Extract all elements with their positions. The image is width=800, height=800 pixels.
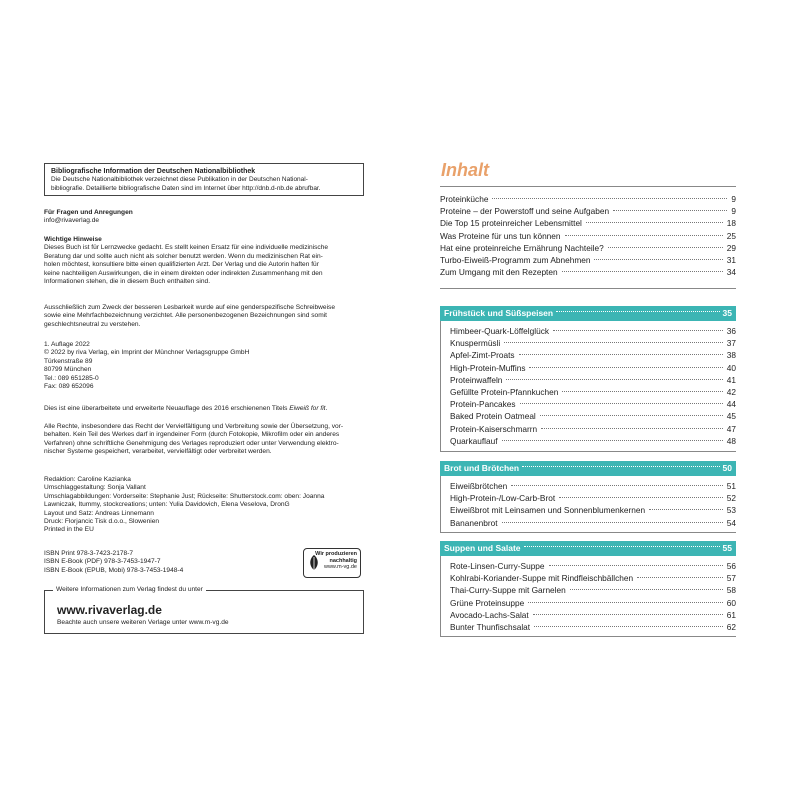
- toc-entry-label: Bunter Thunfischsalat: [450, 621, 531, 632]
- toc-entry[interactable]: [440, 254, 736, 266]
- rechte-line: behalten. Kein Teil des Werkes darf in irgendeiner Form (durch Fotokopie, Mikrofilm oder ein anderes: [44, 431, 340, 439]
- isbn-line: ISBN E-Book (EPUB, Mobi) 978-3-7453-1948-4: [44, 566, 184, 574]
- toc-entry-page: 44: [726, 399, 736, 410]
- toc-entry-label: Himbeer-Quark-Löffelglück: [450, 326, 549, 336]
- toc-entry[interactable]: [450, 621, 736, 633]
- toc-entry-label: Die Top 15 proteinreicher Lebensmittel: [440, 218, 582, 229]
- toc-entry-page: 47: [726, 423, 736, 434]
- toc-section-header[interactable]: [440, 541, 736, 556]
- section-rule: [440, 451, 736, 452]
- hinweise-line: Informationen stehen, die in diesem Buch enthalten sind.: [44, 278, 211, 286]
- toc-entry[interactable]: [440, 217, 736, 229]
- toc-entry[interactable]: [450, 386, 736, 398]
- toc-entry-page: 37: [726, 338, 736, 349]
- toc-entry[interactable]: [450, 572, 736, 584]
- neuauflage-text: Dies ist eine überarbeitete und erweiterte Neuauflage des 2016 erschienenen Titels: [44, 405, 290, 412]
- toc-entry-label: High-Protein-/Low-Carb-Brot: [450, 493, 556, 504]
- rechte-block: [44, 423, 364, 457]
- toc-entry[interactable]: [450, 584, 736, 596]
- toc-entry-label: Baked Protein Oatmeal: [450, 411, 536, 422]
- toc-entry-label: Thai-Curry-Suppe mit Garnelen: [450, 585, 566, 596]
- toc-entry-page: 57: [726, 573, 736, 584]
- toc-entry-page: 51: [726, 481, 736, 491]
- toc-intro: [440, 193, 736, 278]
- isbn-line: ISBN Print 978-3-7423-2178-7: [44, 550, 134, 557]
- toc-entry-page: 54: [726, 517, 736, 528]
- verlag-line: Fax: 089 652096: [44, 383, 94, 391]
- leader-dots: [502, 440, 723, 441]
- leader-dots: [559, 497, 723, 498]
- credits-line: Printed in the EU: [44, 526, 94, 534]
- toc-entry-page: 62: [726, 621, 736, 632]
- toc-entry-page: 61: [726, 609, 736, 620]
- hinweise-line: Dieses Buch ist für Lernzwecke gedacht. Es stellt keinen Ersatz für eine individuelle medizinische: [44, 244, 329, 252]
- badge-line-3: www.m-vg.de: [323, 564, 357, 570]
- toc-intro-rule: [440, 288, 736, 289]
- toc-section-items: [450, 560, 736, 633]
- toc-entry-page: 25: [726, 230, 736, 241]
- leader-dots: [519, 354, 723, 355]
- verlag-line: 1. Auflage 2022: [44, 341, 90, 348]
- section-rule: [440, 532, 736, 533]
- verlag-url-link[interactable]: www.rivaverlag.de: [57, 603, 162, 617]
- section-bracket: [440, 476, 441, 532]
- toc-entry-page: 34: [726, 267, 736, 278]
- biblio-line-2: bibliografie. Detaillierte bibliografische Daten sind im Internet über http://dnb.d-nb.de abrufbar.: [51, 184, 321, 192]
- toc-entry[interactable]: [450, 374, 736, 386]
- hinweise-title: Wichtige Hinweise: [44, 236, 102, 243]
- toc-section-header[interactable]: [440, 306, 736, 321]
- badge-line-1: Wir produzieren: [315, 551, 357, 557]
- verlag-line: Türkenstraße 89: [44, 357, 93, 365]
- toc-entry[interactable]: [450, 435, 736, 447]
- toc-entry-label: Was Proteine für uns tun können: [440, 230, 561, 241]
- section-rule: [440, 636, 736, 637]
- toc-entry[interactable]: [450, 517, 736, 529]
- toc-entry[interactable]: [450, 504, 736, 516]
- credits-line: Umschlaggestaltung: Sonja Vallant: [44, 484, 146, 492]
- verlag-info-head: Weitere Informationen zum Verlag findest du unter: [53, 586, 206, 594]
- toc-entry-label: Gefüllte Protein-Pfannkuchen: [450, 386, 559, 397]
- toc-entry[interactable]: [450, 349, 736, 361]
- toc-title: Inhalt: [441, 160, 489, 180]
- toc-entry[interactable]: [440, 205, 736, 217]
- toc-entry[interactable]: [440, 230, 736, 242]
- toc-entry-label: Apfel-Zimt-Proats: [450, 350, 515, 361]
- leader-dots: [553, 330, 723, 331]
- leader-dots: [528, 602, 723, 603]
- hinweise-line: Beratung dar und sollte auch nicht als solcher benutzt werden. Wenn du medizinischen Rat ein-: [44, 252, 323, 260]
- leader-dots: [541, 428, 723, 429]
- leader-dots: [556, 311, 719, 312]
- toc-entry-label: High-Protein-Muffins: [450, 362, 526, 373]
- credits-line: Redaktion: Caroline Kazianka: [44, 476, 131, 483]
- leader-dots: [570, 589, 723, 590]
- biblio-title: Bibliografische Information der Deutschen Nationalbibliothek: [51, 168, 256, 175]
- leader-dots: [524, 546, 720, 547]
- leader-dots: [649, 509, 723, 510]
- toc-entry-page: 9: [731, 206, 736, 217]
- toc-entry-label: Rote-Linsen-Curry-Suppe: [450, 561, 545, 571]
- credits-line: Umschlagabbildungen: Vorderseite: Stephanie Just; Rückseite: Shutterstock.com: oben: Joanna: [44, 492, 325, 500]
- leader-dots: [637, 577, 723, 578]
- leader-dots: [506, 379, 722, 380]
- toc-entry-page: 56: [726, 561, 736, 571]
- toc-entry[interactable]: [450, 398, 736, 410]
- leader-dots: [502, 522, 723, 523]
- verlag-line: © 2022 by riva Verlag, ein Imprint der Münchner Verlagsgruppe GmbH: [44, 349, 250, 357]
- toc-entry[interactable]: [450, 560, 736, 572]
- gender-line: sowie eine Mehrfachbezeichnung verzichtet. Alle personenbezogenen Bezeichnungen sind somit: [44, 312, 327, 320]
- verlag-info-box: [44, 586, 364, 634]
- section-title: Frühstück und Süßspeisen: [444, 308, 554, 318]
- verlag-line: Tel.: 089 651285-0: [44, 374, 99, 382]
- section-bracket: [440, 556, 441, 636]
- toc-entry-label: Bananenbrot: [450, 517, 498, 528]
- leader-dots: [529, 367, 722, 368]
- rechte-line: Verfahren) ohne schriftliche Genehmigung des Verlages reproduziert oder unter Verwendung elektro-: [44, 439, 339, 447]
- toc-entry-page: 52: [726, 493, 736, 504]
- toc-entry-label: Kohlrabi-Koriander-Suppe mit Rindfleischbällchen: [450, 573, 634, 584]
- leader-dots: [562, 271, 723, 272]
- toc-entry-label: Protein-Kaiserschmarrn: [450, 423, 538, 434]
- toc-entry-page: 58: [726, 585, 736, 596]
- toc-entry-page: 38: [726, 350, 736, 361]
- toc-entry[interactable]: [440, 266, 736, 278]
- toc-entry-label: Knuspermüsli: [450, 338, 501, 349]
- toc-entry-label: Protein-Pancakes: [450, 399, 516, 410]
- toc-entry[interactable]: [450, 325, 736, 337]
- toc-entry-page: 45: [726, 411, 736, 422]
- leader-dots: [549, 565, 723, 566]
- toc-entry-label: Proteinwaffeln: [450, 374, 503, 385]
- fragen-email: info@rivaverlag.de: [44, 217, 100, 225]
- toc-entry-label: Proteine – der Powerstoff und seine Aufgaben: [440, 206, 610, 217]
- toc-entry[interactable]: [440, 193, 736, 205]
- toc-entry-label: Quarkauflauf: [450, 435, 498, 446]
- leader-dots: [594, 259, 722, 260]
- leader-dots: [492, 198, 727, 199]
- toc-entry[interactable]: [450, 410, 736, 422]
- credits-line: Druck: Florjancic Tisk d.o.o., Slowenien: [44, 518, 160, 526]
- toc-entry-page: 60: [726, 597, 736, 608]
- toc-entry-label: Proteinküche: [440, 194, 489, 204]
- section-page: 55: [722, 543, 732, 553]
- contact-block: [44, 209, 364, 226]
- toc-entry-page: 48: [726, 435, 736, 446]
- toc-entry-page: 40: [726, 362, 736, 373]
- toc-entry[interactable]: [450, 480, 736, 492]
- fragen-title: Für Fragen und Anregungen: [44, 209, 133, 216]
- section-page: 50: [722, 463, 732, 473]
- toc-entry[interactable]: [440, 242, 736, 254]
- section-title: Brot und Brötchen: [444, 463, 520, 473]
- toc-section-header[interactable]: [440, 461, 736, 476]
- hinweise-line: keine nachteiligen Auswirkungen, die in einem direkten oder indirekten Zusammenhang mit den: [44, 269, 323, 277]
- gender-block: [44, 304, 364, 329]
- neuauflage-block: [44, 405, 364, 413]
- toc-entry-page: 41: [726, 374, 736, 385]
- biblio-line-1: Die Deutsche Nationalbibliothek verzeichnet diese Publikation in der Deutschen National-: [51, 176, 308, 183]
- rechte-line: nischer Systeme gespeichert, verarbeitet, vervielfältigt oder verbreitet werden.: [44, 448, 272, 456]
- toc-entry[interactable]: [450, 423, 736, 435]
- toc-entry-page: 42: [726, 386, 736, 397]
- verlag-block: [44, 341, 364, 391]
- isbn-line: ISBN E-Book (PDF) 978-3-7453-1947-7: [44, 558, 161, 566]
- toc-entry-page: 31: [726, 254, 736, 265]
- section-page: 35: [722, 308, 732, 318]
- badge-line-2: nachhaltig: [329, 557, 357, 564]
- leader-dots: [533, 614, 723, 615]
- toc-entry-label: Grüne Proteinsuppe: [450, 597, 525, 608]
- rechte-line: Alle Rechte, insbesondere das Recht der Vervielfältigung und Verbreitung sowie der Übersetzung, vor-: [44, 423, 344, 430]
- leaf-icon: [308, 554, 320, 572]
- toc-entry-page: 36: [726, 326, 736, 336]
- toc-entry-page: 18: [726, 218, 736, 229]
- toc-entry[interactable]: [450, 492, 736, 504]
- hinweise-line: holen möchtest, konsultiere bitte einen qualifizierten Arzt. Der Verlag und die Autorin haften für: [44, 261, 319, 269]
- credits-block: [44, 476, 364, 535]
- section-title: Suppen und Salate: [444, 543, 521, 553]
- neuauflage-title: Eiweiß for fit: [289, 405, 326, 412]
- verlag-line: 80799 München: [44, 366, 92, 374]
- neuauflage-end: .: [325, 405, 328, 412]
- leader-dots: [565, 235, 723, 236]
- toc-entry-label: Eiweißbrötchen: [450, 481, 508, 491]
- sustainability-badge: [303, 548, 361, 578]
- toc-entry[interactable]: [450, 362, 736, 374]
- toc-entry-page: 29: [726, 242, 736, 253]
- credits-line: Layout und Satz: Andreas Linnemann: [44, 509, 154, 517]
- toc-entry-label: Eiweißbrot mit Leinsamen und Sonnenblumenkernen: [450, 505, 646, 516]
- toc-entry-page: 9: [731, 194, 736, 204]
- toc-entry[interactable]: [450, 597, 736, 609]
- toc-entry-label: Hat eine proteinreiche Ernährung Nachteile?: [440, 242, 604, 253]
- toc-entry-label: Avocado-Lachs-Salat: [450, 609, 529, 620]
- toc-section-items: [450, 480, 736, 529]
- leader-dots: [534, 626, 723, 627]
- verlag-info-more: Beachte auch unsere weiteren Verlage unter www.m-vg.de: [57, 619, 229, 626]
- leader-dots: [586, 222, 723, 223]
- leader-dots: [511, 485, 723, 486]
- leader-dots: [608, 247, 723, 248]
- toc-section-items: [450, 325, 736, 447]
- leader-dots: [562, 391, 722, 392]
- toc-entry-page: 53: [726, 505, 736, 516]
- toc-entry[interactable]: [450, 337, 736, 349]
- gender-line: Ausschließlich zum Zweck der besseren Lesbarkeit wurde auf eine genderspezifische Schreibweise: [44, 304, 336, 311]
- toc-entry-label: Zum Umgang mit den Rezepten: [440, 267, 558, 278]
- gender-line: geschlechtsneutral zu verstehen.: [44, 320, 141, 328]
- toc-entry[interactable]: [450, 609, 736, 621]
- leader-dots: [613, 210, 727, 211]
- toc-entry-label: Turbo-Eiweiß-Programm zum Abnehmen: [440, 254, 591, 265]
- leader-dots: [540, 415, 723, 416]
- hinweise-block: [44, 236, 364, 286]
- leader-dots: [520, 403, 723, 404]
- leader-dots: [522, 466, 719, 467]
- credits-line: Lawniczak, Itummy, stockcreations; unten: Yulia Davidovich, Elena Veselova, DronG: [44, 501, 290, 509]
- biblio-box: [44, 163, 364, 196]
- section-bracket: [440, 321, 441, 451]
- leader-dots: [504, 342, 723, 343]
- toc-top-rule: [440, 186, 736, 187]
